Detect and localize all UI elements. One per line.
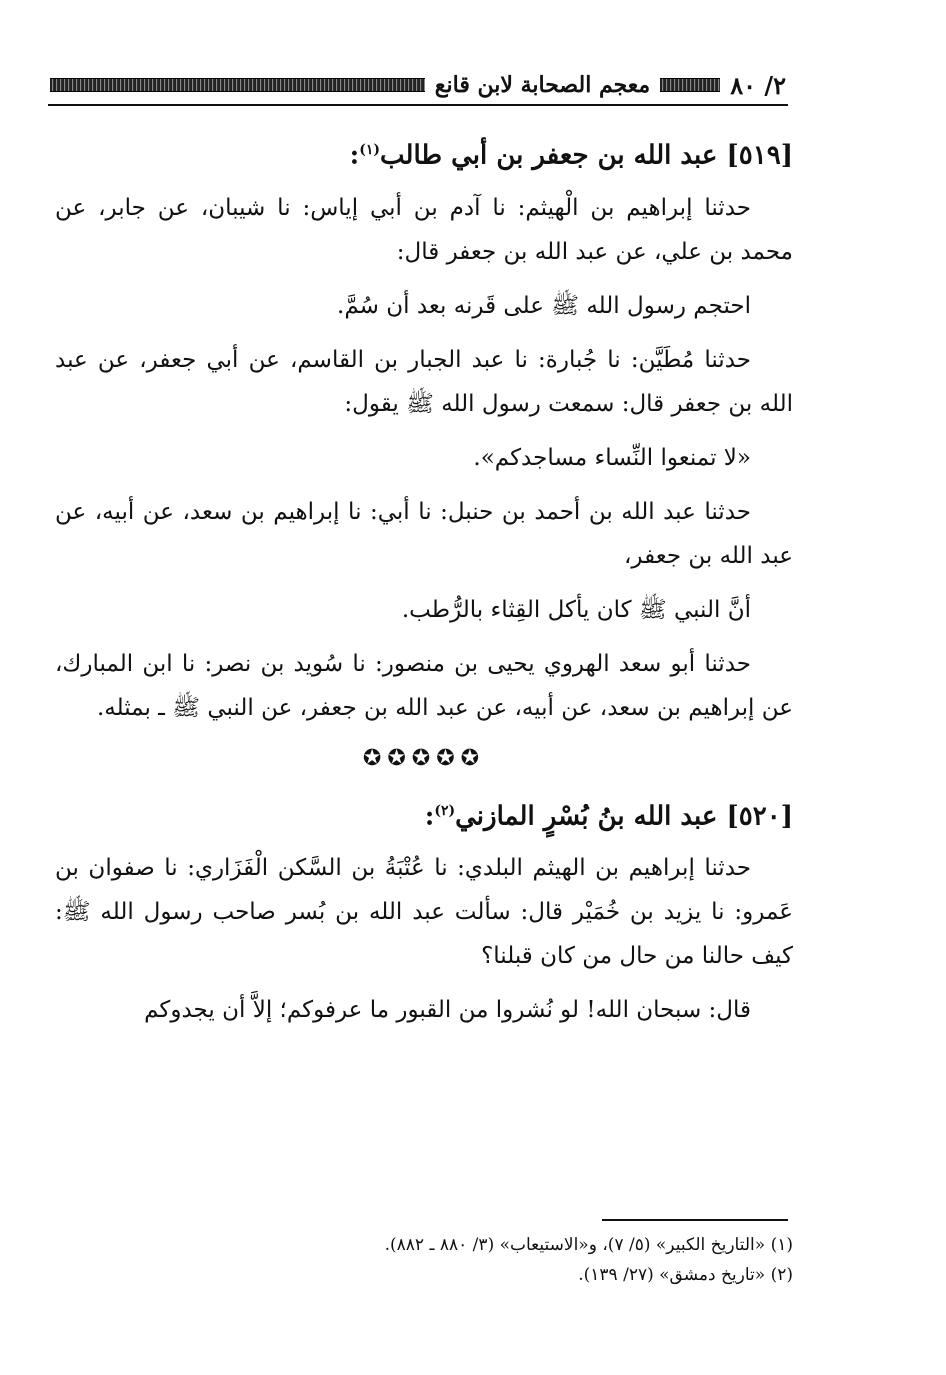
page-body [55, 110, 793, 1042]
hadith-chain: حدثنا إبراهيم بن الهيثم البلدي: نا عُتْبَةُ بن السَّكن الْفَزَاري: نا صفوان بن عَمرو: نا يزيد بن خُمَيْر قال: سألت عبد الله بن بُسر صاحب رسول الله ﷺ: كيف حالنا من حال من كان قبلنا؟ [55, 855, 793, 970]
running-header [50, 68, 786, 102]
hadith-chain: حدثنا إبراهيم بن الْهيثم: نا آدم بن أبي إياس: نا شيبان، عن جابر، عن محمد بن علي، عن عبد الله بن جعفر قال: [55, 194, 793, 265]
footnote-ref: (١) [359, 142, 381, 158]
footnote-rule [602, 1219, 788, 1221]
entry-number: [٥١٩] [726, 140, 793, 171]
footnote: (١) «التاريخ الكبير» (٥/ ٧)، و«الاستيعاب» (٣/ ٨٨٠ ـ ٨٨٢). [384, 1235, 793, 1255]
header-ornament-bar [660, 78, 720, 92]
entry-number: [٥٢٠] [726, 801, 793, 832]
hadith-chain: حدثنا مُطَيَّن: نا جُبارة: نا عبد الجبار بن القاسم، عن أبي جعفر، عن عبد الله بن جعفر قال: سمعت رسول الله ﷺ يقول: [55, 346, 793, 417]
section-separator: ✪✪✪✪✪ [362, 745, 486, 771]
book-title: معجم الصحابة لابن قانع [434, 72, 651, 98]
entry-name: عبد الله بن جعفر بن أبي طالب [380, 140, 718, 171]
footnote-ref: (٢) [434, 802, 456, 819]
hadith-text: أنَّ النبي ﷺ كان يأكل القِثاء بالرُّطب. [401, 596, 751, 623]
header-rule [48, 104, 788, 106]
entry-colon: : [349, 140, 360, 171]
entry-colon: : [424, 801, 435, 832]
entry-heading [55, 128, 793, 178]
header-ornament-bar [50, 78, 425, 92]
footnote: (٢) «تاريخ دمشق» (٢٧/ ١٣٩). [578, 1265, 793, 1285]
page-number: ٢/ ٨٠ [730, 70, 786, 100]
hadith-text: قال: سبحان الله! لو نُشروا من القبور ما عرفوكم؛ إلاَّ أن يجدوكم [144, 997, 751, 1024]
hadith-chain: حدثنا أبو سعد الهروي يحيى بن منصور: نا سُويد بن نصر: نا ابن المبارك، عن إبراهيم بن سعد، عن أبيه، عن عبد الله بن جعفر، عن النبي ﷺ ـ بمثله. [55, 650, 793, 721]
hadith-chain: حدثنا عبد الله بن أحمد بن حنبل: نا أبي: نا إبراهيم بن سعد، عن أبيه، عن عبد الله بن جعفر، [55, 498, 793, 569]
entry-name: عبد الله بنُ بُسْرٍ المازني [455, 801, 718, 832]
hadith-text: احتجم رسول الله ﷺ على قَرنه بعد أن سُمَّ. [337, 292, 751, 319]
hadith-text: «لا تمنعوا النِّساء مساجدكم». [473, 444, 751, 471]
entry-heading [55, 789, 793, 839]
footnotes [55, 1230, 793, 1290]
